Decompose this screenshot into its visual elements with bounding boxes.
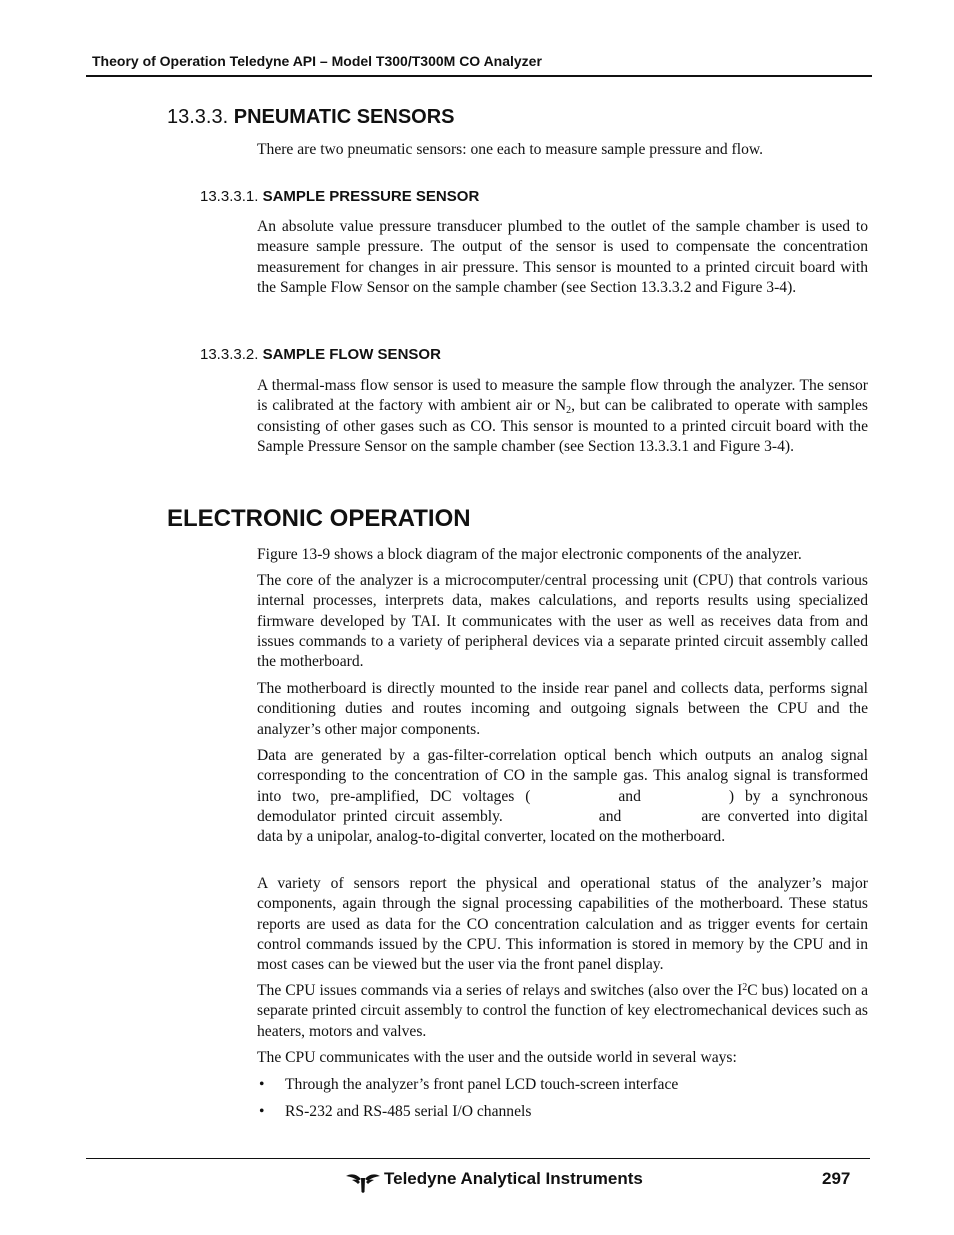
section-number: 13.3.3.: [167, 106, 229, 128]
list-item-text: RS-232 and RS-485 serial I/O channels: [285, 1103, 532, 1120]
paragraph-sample-flow: [257, 376, 868, 457]
paragraph-electronic-5: A variety of sensors report the physical and operational status of the analyzer’s major components, again through the signal processing capabilities of the motherboard. These status reports are used as data for the CO concentration calculation and as trigger events for certain control commands issued by the CPU. This information is stored in memory by the CPU and in most cases can be viewed but the user via the front panel display.: [257, 875, 868, 974]
subsection-title: SAMPLE FLOW SENSOR: [262, 346, 441, 363]
text-run: and: [618, 787, 641, 805]
superscript: 2: [742, 982, 748, 993]
teledyne-logo-icon: [345, 1170, 381, 1194]
text-run: A thermal-mass flow sensor is used to measure the sample flow through the analyzer. The sensor is calibrated at the factory with ambient air or N: [257, 377, 868, 415]
section-title: PNEUMATIC SENSORS: [233, 106, 455, 128]
paragraph-electronic-7: The CPU communicates with the user and the outside world in several ways:: [257, 1049, 737, 1066]
subsection-title: SAMPLE PRESSURE SENSOR: [262, 188, 480, 205]
text-run: and: [598, 807, 622, 825]
paragraph-pneumatic-intro: There are two pneumatic sensors: one each to measure sample pressure and flow.: [257, 141, 764, 158]
text-run: Data are generated by a gas-filter-correlation optical bench which outputs an analog signal corresponding to the concentration of CO in the sample gas. This analog signal is transformed into two, pre-amplified, DC voltages (: [257, 747, 868, 805]
subsection-number: 13.3.3.2.: [200, 346, 259, 363]
subscript: 2: [566, 405, 572, 417]
paragraph-electronic-6: [257, 981, 868, 1042]
list-item-text: Through the analyzer’s front panel LCD touch-screen interface: [285, 1076, 679, 1093]
list-item: [257, 1102, 868, 1129]
bullet-list: [257, 1075, 868, 1129]
bullet-icon: •: [259, 1076, 265, 1093]
paragraph-electronic-2: The core of the analyzer is a microcomputer/central processing unit (CPU) that controls various internal processes, interprets data, makes calculations, and reports results using specialized firmware developed by TAI. It communicates with the user as well as receives data from and issues commands to a variety of peripheral devices via a separate printed circuit assembly called the motherboard.: [257, 572, 868, 671]
chapter-heading-electronic-operation: ELECTRONIC OPERATION: [167, 505, 471, 532]
subsection-heading-sample-pressure: [200, 188, 479, 205]
text-run: The CPU issues commands via a series of relays and switches (also over the I: [257, 982, 743, 999]
paragraph-electronic-3: The motherboard is directly mounted to the inside rear panel and collects data, performs signal conditioning duties and routes incoming and outgoing signals between the CPU and the analyzer’s other major components.: [257, 680, 868, 738]
paragraph-sample-pressure: An absolute value pressure transducer plumbed to the outlet of the sample chamber is used to measure sample pressure. The output of the sensor is used to compensate the concentration measurement for changes in air pressure. This sensor is mounted to a printed circuit board with the Sample Flow Sensor on the sample chamber (see Section 13.3.3.2 and Figure 3-4).: [257, 218, 868, 296]
page-number: 297: [822, 1169, 851, 1188]
list-item: [257, 1075, 868, 1102]
footer-divider: [86, 1158, 870, 1159]
section-heading-pneumatic-sensors: [167, 106, 455, 129]
text-run: C bus) located on a separate printed circuit assembly to control the function of key electromechanical devices such as heaters, motors and valves.: [257, 982, 869, 1040]
paragraph-electronic-1: Figure 13-9 shows a block diagram of the major electronic components of the analyzer.: [257, 546, 802, 563]
subsection-heading-sample-flow: [200, 346, 441, 363]
paragraph-electronic-4: [257, 746, 868, 847]
running-header: Theory of Operation Teledyne API – Model T300/T300M CO Analyzer: [92, 53, 542, 69]
text-run: ) by a synchronous demodulator printed circuit assembly.: [257, 787, 868, 825]
bullet-icon: •: [259, 1103, 265, 1120]
text-run: are converted into digital data by a unipolar, analog-to-digital converter, located on the motherboard.: [257, 807, 868, 846]
header-divider: [86, 75, 872, 77]
footer-company-name: Teledyne Analytical Instruments: [384, 1169, 643, 1188]
subsection-number: 13.3.3.1.: [200, 188, 259, 205]
text-run: , but can be calibrated to operate with samples consisting of other gases such as CO. This sensor is mounted to a printed circuit board with the Sample Pressure Sensor on the sample chamber (see Section 13.3.3.1 and Figure 3-4).: [257, 397, 868, 455]
